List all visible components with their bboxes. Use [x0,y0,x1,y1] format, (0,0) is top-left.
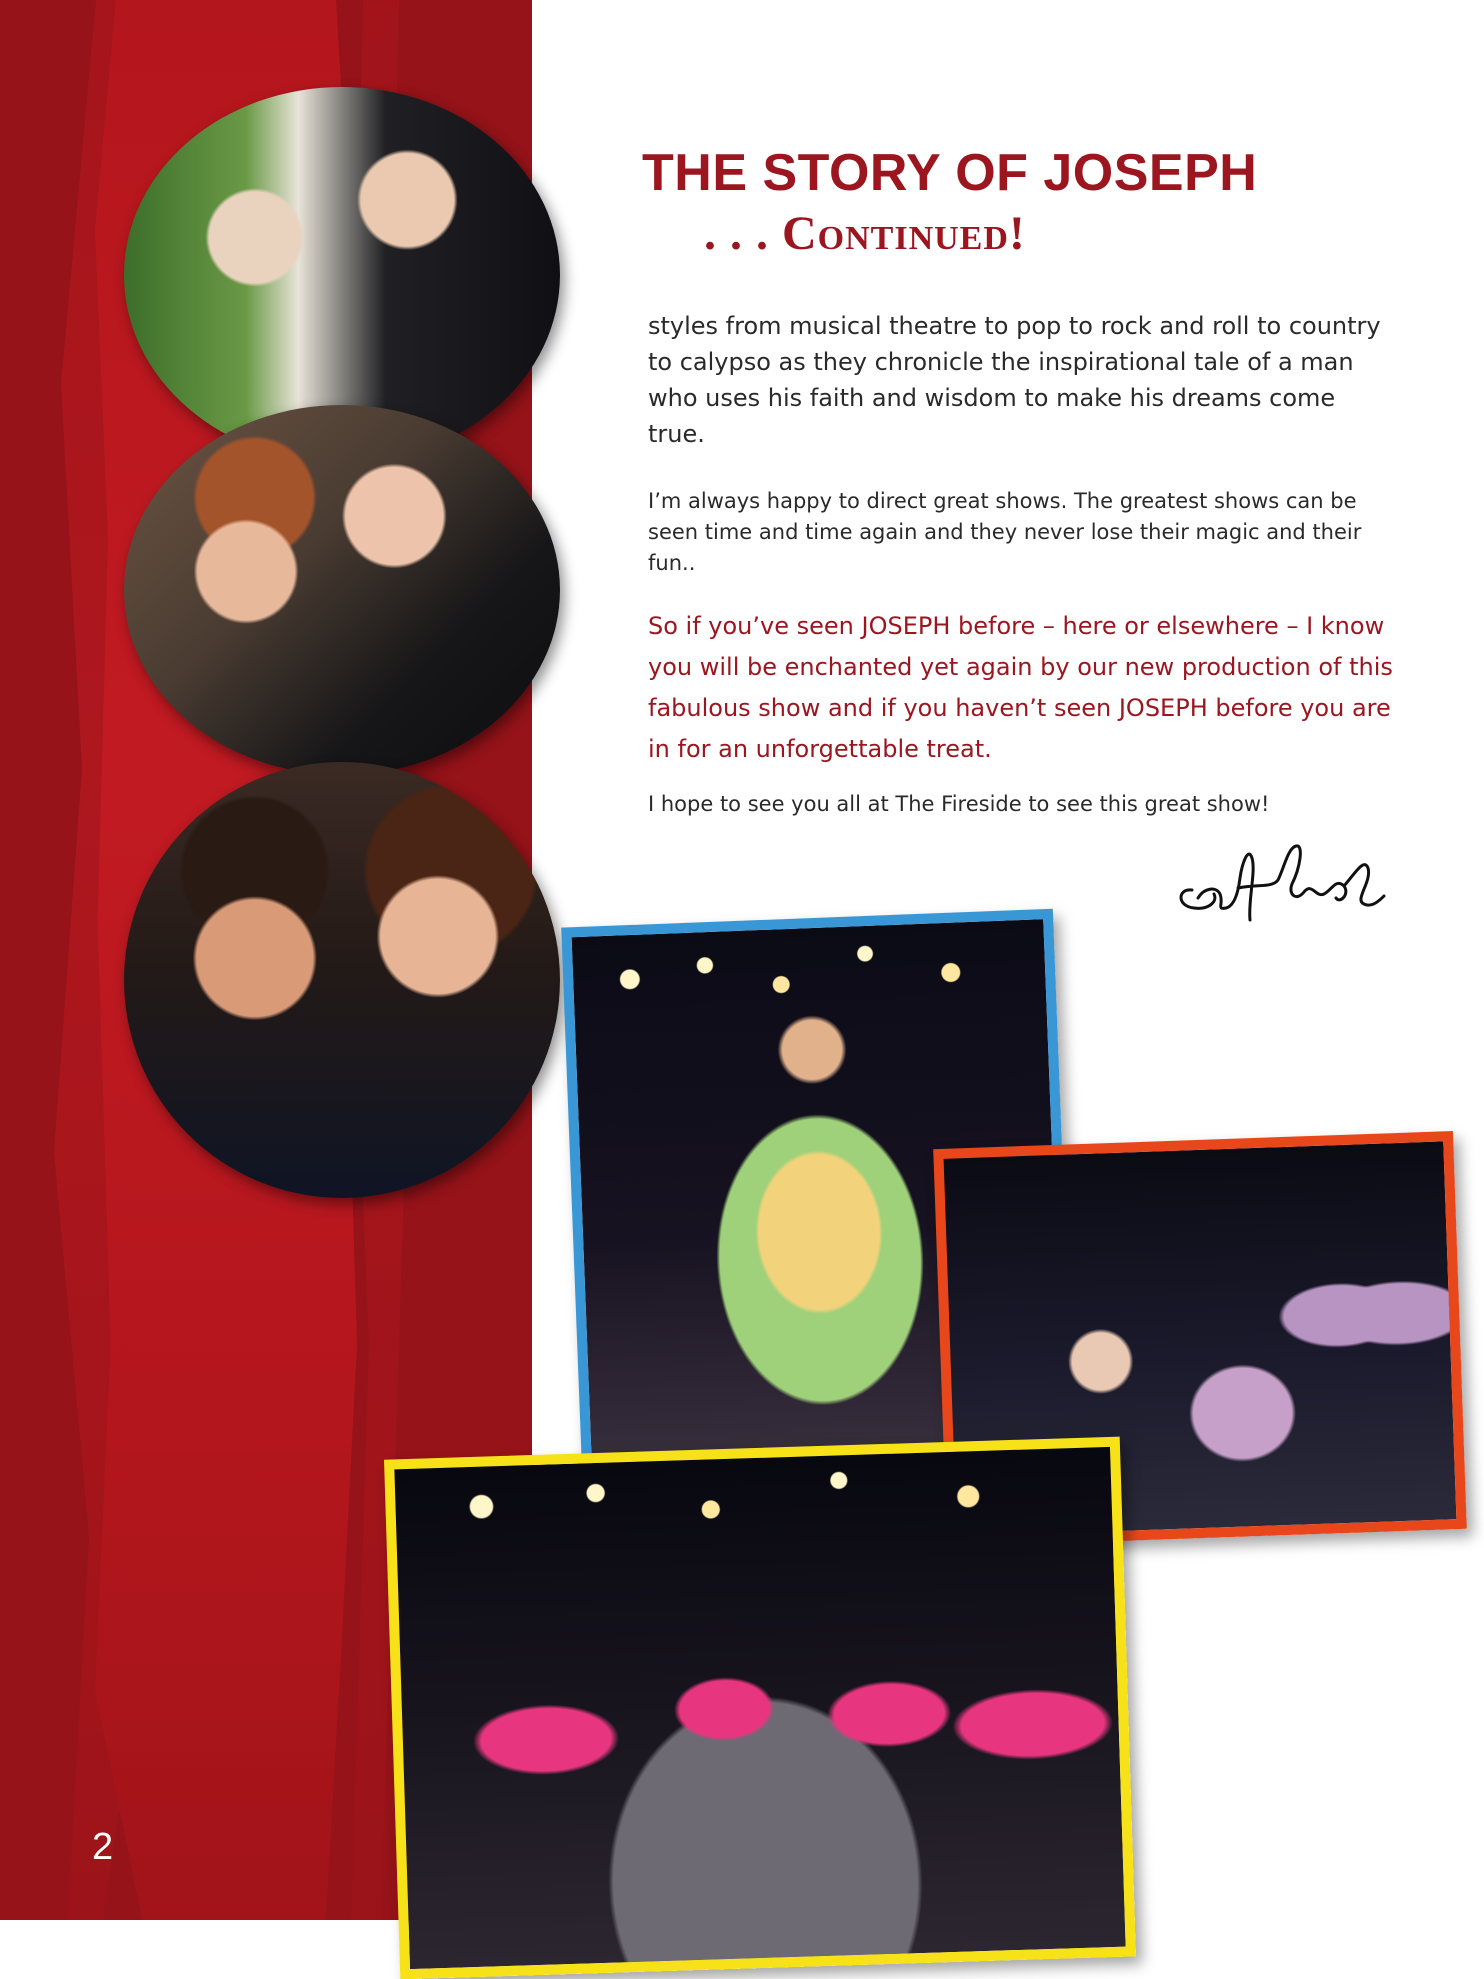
paragraph-text: I hope to see you all at The Fireside to see this great show! [648,792,1270,816]
page-number: 2 [92,1826,114,1868]
title-main: THE STORY OF JOSEPH [642,144,1258,202]
page-title [642,140,1382,262]
paragraph-text: I’m always happy to direct great shows. The greatest shows can be seen time and time again and they never lose their magic and their fun.. [648,489,1362,575]
title-continued: . . . Continued! [704,207,1026,260]
signature [1168,828,1388,938]
highlight-paragraph [648,606,1398,770]
body-paragraph [648,308,1398,452]
body-paragraph [648,486,1398,579]
body-paragraph [648,789,1398,820]
paragraph-text: So if you’ve seen JOSEPH before – here or elsewhere – I know you will be enchanted yet again by our new production of this fabulous show and if you haven’t seen JOSEPH before you are in for an unforgettable treat. [648,612,1393,763]
portrait-middle-aged-couple [124,405,560,775]
paragraph-text: styles from musical theatre to pop to rock and roll to country to calypso as they chronicle the inspirational tale of a man who uses his faith and wisdom to make his dreams come true. [648,312,1381,448]
portrait-young-couple [124,762,560,1198]
photo-calypso-dancers [384,1437,1136,1979]
